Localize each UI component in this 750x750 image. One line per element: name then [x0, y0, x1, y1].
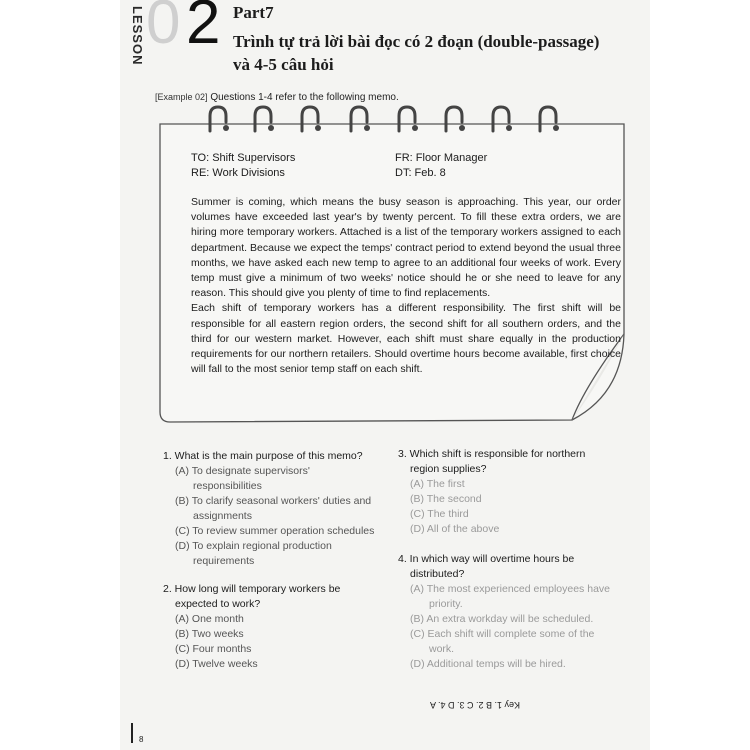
binder-ring-icon: [346, 104, 372, 134]
binder-ring-icon: [250, 104, 276, 134]
question-stem: 2. How long will temporary workers be: [163, 583, 341, 595]
question-2: [163, 582, 393, 672]
binder-ring-icon: [205, 104, 231, 134]
answer-option[interactable]: (D) Additional temps will be hired.: [410, 658, 566, 670]
part-label: Part7: [233, 3, 274, 22]
answer-option[interactable]: (C) To review summer operation schedules: [175, 525, 375, 537]
page-number: 8: [139, 735, 144, 744]
answer-option[interactable]: (D) To explain regional production: [175, 540, 332, 552]
question-stem: 1. What is the main purpose of this memo?: [163, 450, 363, 462]
answer-option[interactable]: (B) To clarify seasonal workers' duties and: [175, 495, 372, 507]
answer-option[interactable]: (C) Each shift will complete some of the: [410, 628, 595, 640]
question-1: [163, 449, 393, 569]
memo-date: DT: Feb. 8: [395, 167, 446, 179]
question-stem-cont: region supplies?: [410, 463, 487, 475]
question-4: [398, 552, 638, 672]
answer-option[interactable]: (A) To designate supervisors': [175, 465, 310, 477]
answer-option-cont: priority.: [429, 598, 463, 610]
answer-option[interactable]: (B) An extra workday will be scheduled.: [410, 613, 594, 625]
answer-option[interactable]: (A) The first: [410, 478, 465, 490]
answer-key: Key 1. B 2. C 3. D 4. A: [430, 700, 521, 710]
answer-option[interactable]: (A) One month: [175, 613, 244, 625]
answer-option[interactable]: (C) The third: [410, 508, 469, 520]
page-title: [233, 30, 633, 76]
lesson-number: 2: [186, 0, 221, 57]
answer-option[interactable]: (D) Twelve weeks: [175, 658, 258, 670]
memo-re: RE: Work Divisions: [191, 167, 285, 179]
page-number-bar: [131, 723, 133, 743]
binder-ring-icon: [441, 104, 467, 134]
binder-ring-icon: [297, 104, 323, 134]
answer-option-cont: assignments: [193, 510, 252, 522]
question-stem: 3. Which shift is responsible for northern: [398, 448, 586, 460]
answer-option-cont: responsibilities: [193, 480, 262, 492]
example-tag: [Example 02]: [155, 92, 208, 102]
question-3: [398, 447, 633, 537]
answer-option[interactable]: (C) Four months: [175, 643, 252, 655]
title-line-2: và 4-5 câu hỏi: [233, 55, 334, 74]
memo-paragraph: Each shift of temporary workers has a different responsibility. The first shift will be responsible for all eastern region orders, the second shift for all southern orders, and the third for our western market. However, each shift must share equally in the production requirements for our northern retailers. Should overtime hours become available, first choice will fall to the most senior temp staff on each shift.: [191, 302, 621, 376]
memo-to: TO: Shift Supervisors: [191, 152, 296, 164]
example-text: Questions 1-4 refer to the following memo.: [210, 92, 399, 103]
title-line-1: Trình tự trả lời bài đọc có 2 đoạn (double-passage): [233, 32, 600, 51]
memo-body: [191, 195, 621, 377]
question-stem: 4. In which way will overtime hours be: [398, 553, 575, 565]
question-stem-cont: distributed?: [410, 568, 465, 580]
answer-option[interactable]: (B) The second: [410, 493, 482, 505]
answer-option-cont: requirements: [193, 555, 255, 567]
answer-option[interactable]: (A) The most experienced employees have: [410, 583, 610, 595]
answer-option[interactable]: (B) Two weeks: [175, 628, 244, 640]
binder-ring-icon: [535, 104, 561, 134]
lesson-label: LESSON: [130, 6, 145, 66]
memo-paragraph: Summer is coming, which means the busy season is approaching. This year, our order volumes have exceeded last year's by twenty percent. To fill these extra orders, we are hiring more temporary workers. Attached is a list of the temporary workers assigned to each department. Because we expect the temps' contract period to extend beyond the usual three months, we have asked each new temp to agree to an additional four weeks of work. Every temp must give a minimum of two weeks' notice should he or she need to leave for any reason. This should give you plenty of time to find replacements.: [191, 196, 621, 300]
question-stem-cont: expected to work?: [175, 598, 261, 610]
memo-from: FR: Floor Manager: [395, 152, 488, 164]
binder-ring-icon: [488, 104, 514, 134]
binder-ring-icon: [394, 104, 420, 134]
answer-option[interactable]: (D) All of the above: [410, 523, 500, 535]
lesson-number-zero: 0: [146, 0, 181, 57]
answer-option-cont: work.: [429, 643, 455, 655]
